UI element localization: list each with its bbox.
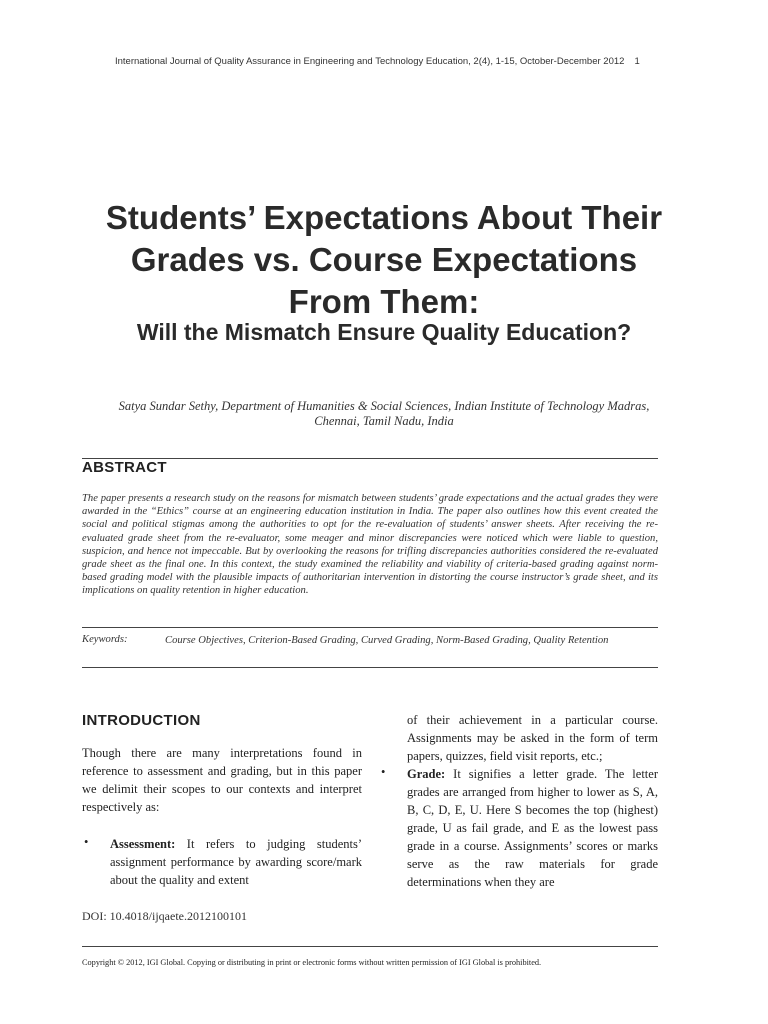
bullet-marker: • — [381, 765, 386, 779]
bullet-term: Assessment: — [110, 837, 176, 851]
copyright-notice: Copyright © 2012, IGI Global. Copying or distributing in print or electronic forms without written permission of IGI Global is prohibited. — [82, 958, 542, 967]
paper-title: Students’ Expectations About Their Grades vs. Course Expectations From Them: — [105, 199, 663, 320]
introduction-heading: INTRODUCTION — [82, 712, 201, 729]
abstract-text: The paper presents a research study on the reasons for mismatch between students’ grade expectations and the actual grades they were awarded in the “Ethics” course at an engineering education institution in India. The paper also outlines how this event created the social and political stigmas among the authorities to opt for the re-evaluation of students’ answer sheets. After receiving the re-evaluated grade sheet from the re-evaluator, some meager and minor discrepancies were noticed which were liable to question, suspicion, and hence not impeccable. But by overlooking the reasons for trifling discrepancies authorities considered the re-evaluated grade sheet as the final one. In this context, the study examined the reliability and viability of criteria-based grading against norm-based grading model with the plausible impacts of authoritarian intervention in distorting the course instructor’s grade sheet, and its implications on quality retention in higher education. — [82, 493, 658, 597]
bullet-assessment — [110, 835, 362, 889]
bullet-marker: • — [84, 835, 89, 849]
bullet-term: Grade: — [407, 767, 446, 781]
bullet-text: It signifies a letter grade. The letter grades are arranged from higher to lower as S, A, B, C, D, E, U. Here S becomes the top (highest) grade, U as fail grade, and E as the lowest pass grade in a course. Assignments’ scores or marks serve as the raw materials for grade determinations when they are — [407, 767, 658, 889]
keywords-top-rule — [82, 627, 658, 628]
assessment-continuation: of their achievement in a particular course. Assignments may be asked in the form of term papers, quizzes, field visit reports, etc.; — [407, 713, 658, 763]
journal-citation: International Journal of Quality Assurance in Engineering and Technology Education, 2(4), 1-15, October-December 2012 — [115, 56, 625, 67]
keywords-label: Keywords: — [82, 634, 128, 645]
keywords-bottom-rule — [82, 667, 658, 668]
introduction-paragraph: Though there are many interpretations found in reference to assessment and grading, but in this paper we delimit their scopes to our contexts and interpret respectively as: — [82, 746, 362, 814]
keywords-text: Course Objectives, Criterion-Based Grading, Curved Grading, Norm-Based Grading, Quality Retention — [165, 635, 609, 646]
bullet-text: It refers to judging students’ assignment performance by awarding score/mark about the quality and extent — [110, 837, 362, 887]
page-number: 1 — [634, 56, 640, 67]
bullet-grade — [407, 765, 658, 891]
paper-subtitle: Will the Mismatch Ensure Quality Education? — [136, 319, 632, 345]
abstract-heading: ABSTRACT — [82, 459, 167, 476]
running-header — [115, 56, 659, 67]
footer-rule — [82, 946, 658, 947]
abstract-top-rule — [82, 458, 658, 459]
doi: DOI: 10.4018/ijqaete.2012100101 — [82, 909, 247, 923]
author-affiliation: Satya Sundar Sethy, Department of Humanities & Social Sciences, Indian Institute of Technology Madras, Chennai, Tamil Nadu, India — [118, 399, 650, 428]
